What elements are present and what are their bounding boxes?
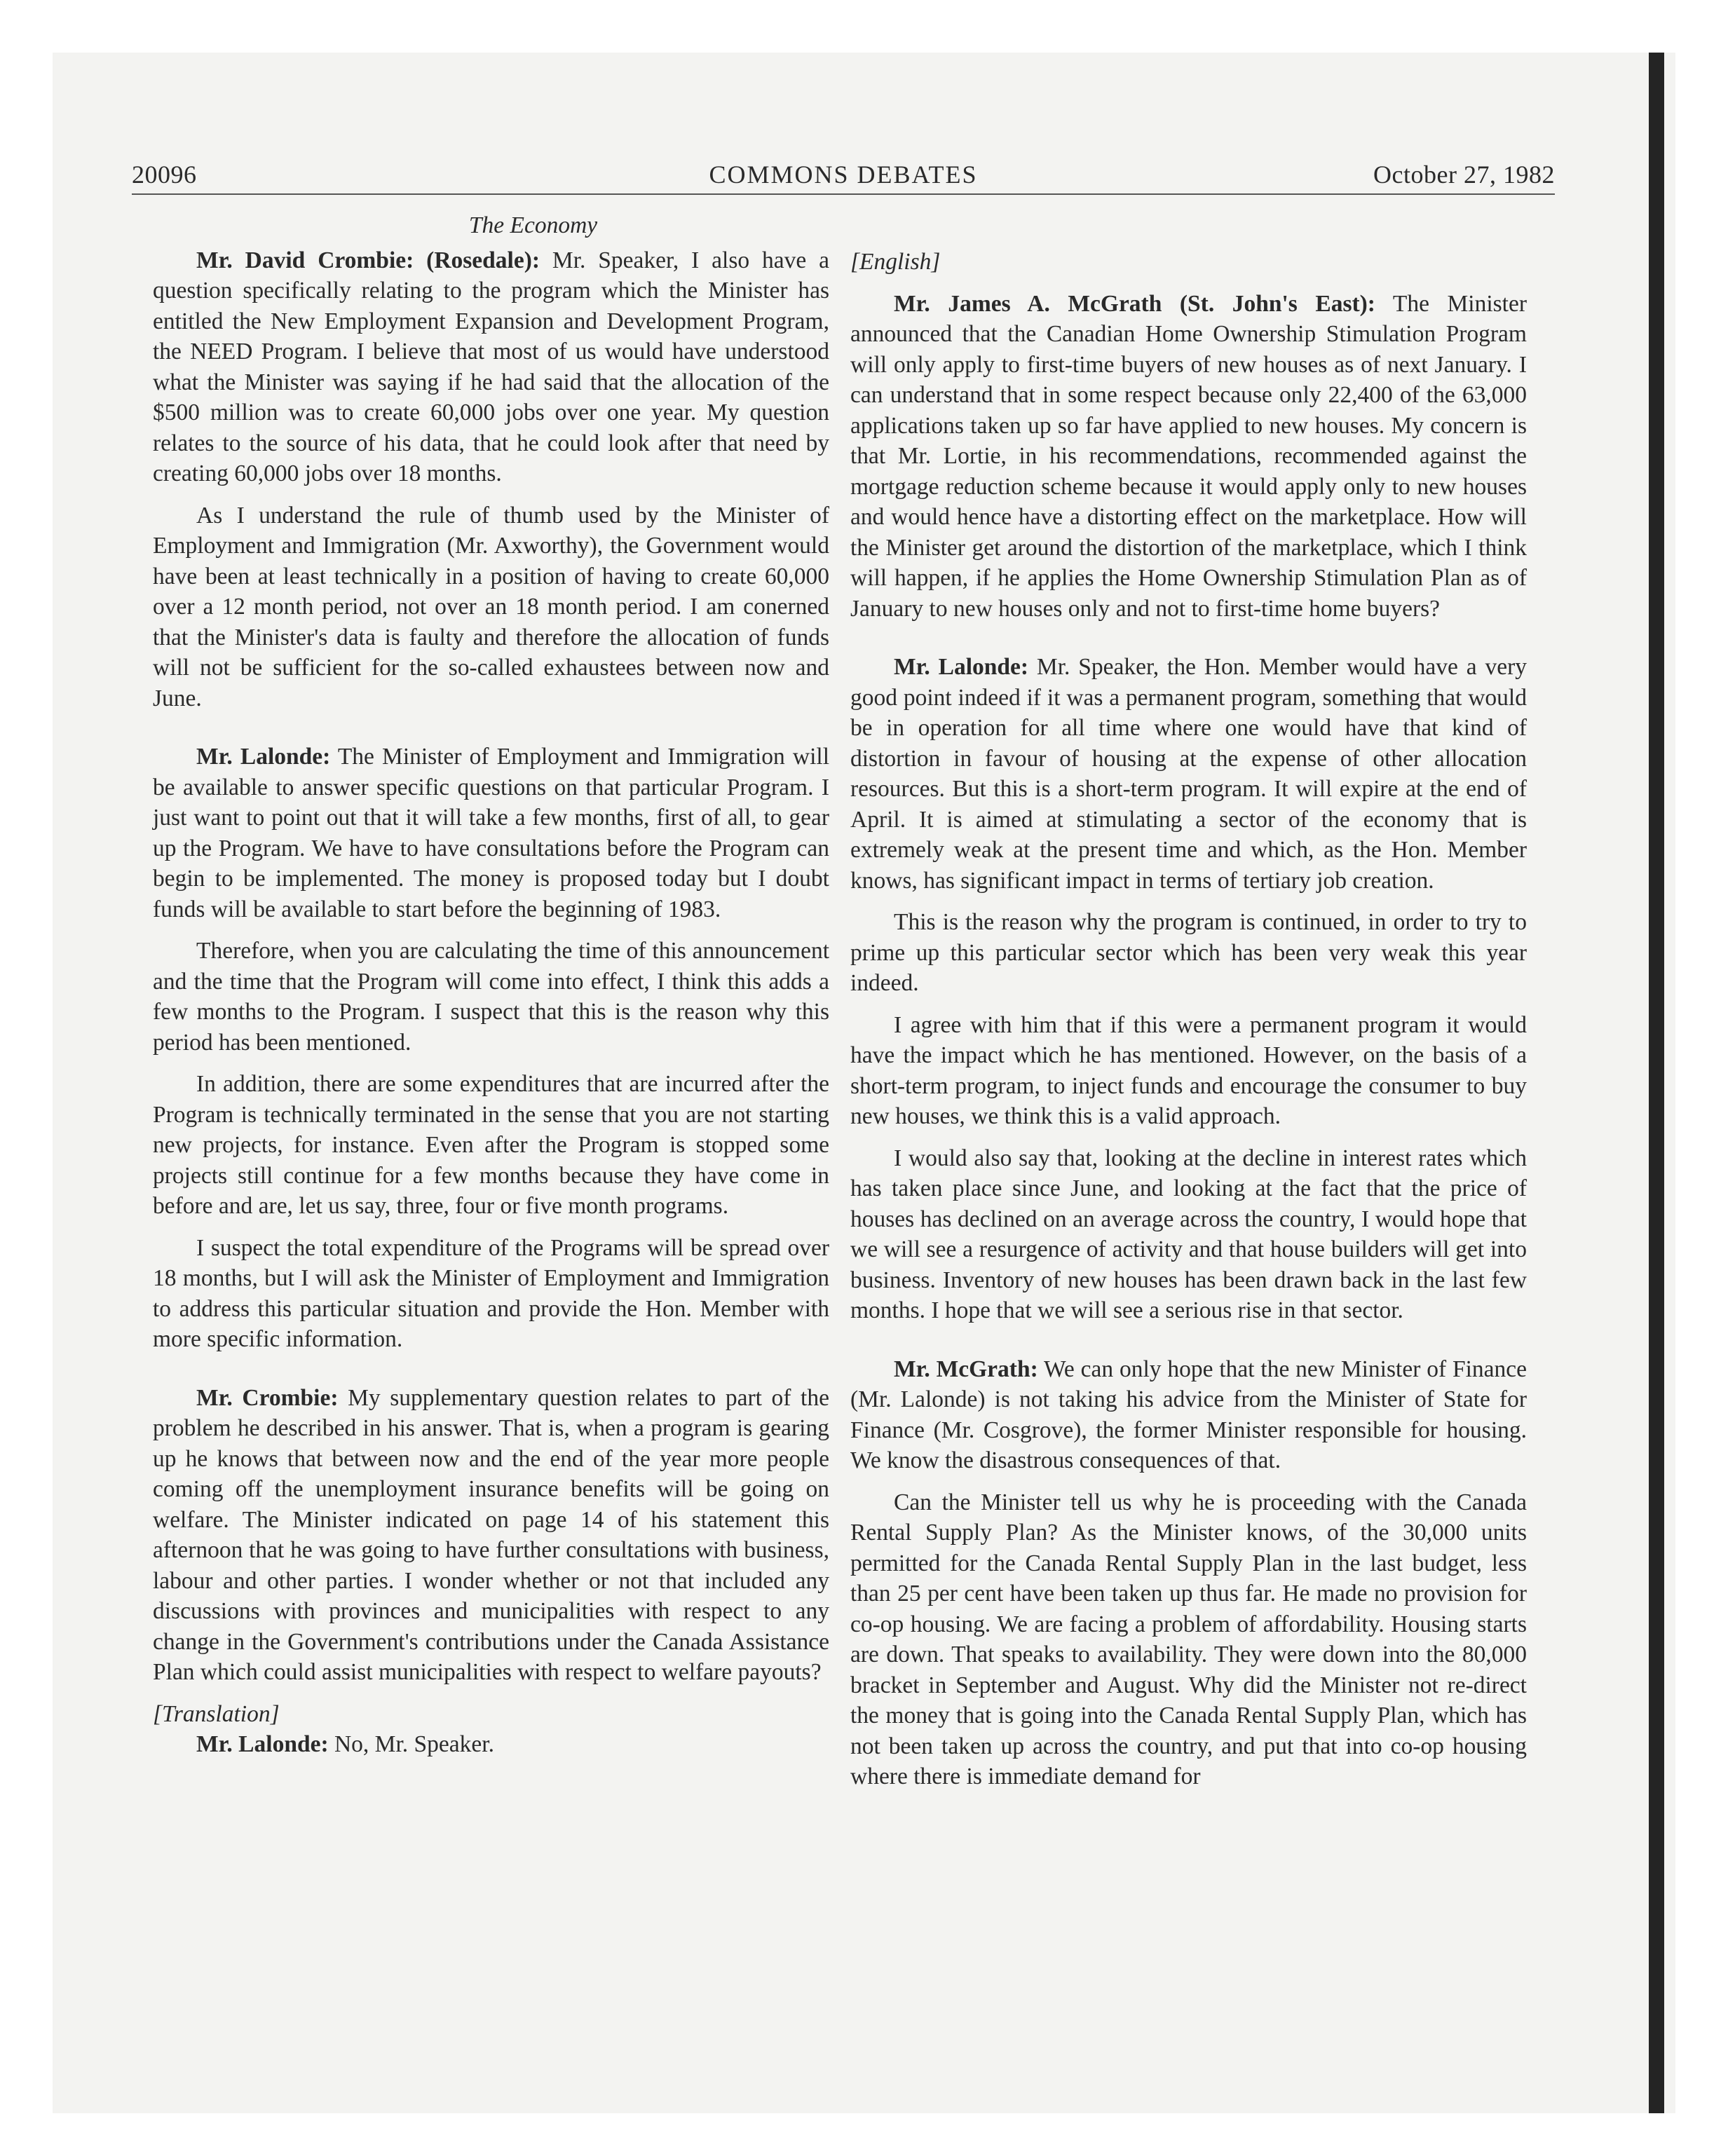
speaker-name: Mr. Lalonde:: [196, 1731, 329, 1757]
paragraph: [850, 652, 1527, 896]
left-column: [153, 210, 829, 1760]
paragraph: [153, 742, 829, 925]
paragraph-text: We can only hope that the new Minister of Finance (Mr. Lalonde) is not taking his advice from the Minister of State for Finance (Mr. Cosgrove), the former Minister responsible for housing. We know the disastrous consequences of that.: [850, 1356, 1527, 1473]
paragraph: [153, 500, 829, 714]
paragraph: [850, 1487, 1527, 1792]
paragraph-text: I would also say that, looking at the decline in interest rates which has taken place since June, and looking at the fact that the price of houses has declined on an average across the country, I would hope that we will see a resurgence of activity and that house builders will get into business. Inventory of new houses has been drawn back in the last few months. I hope that we will see a serious rise in that sector.: [850, 1145, 1527, 1323]
paragraph: [850, 907, 1527, 999]
language-marker: [153, 1699, 829, 1730]
page-header: [132, 160, 1555, 195]
page-number: 20096: [132, 161, 197, 189]
paragraph-text: In addition, there are some expenditures that are incurred after the Program is technically terminated in the sense that you are not starting new projects, for instance. Even after the Program is stopped some projects still continue for a few months because they have come in before and are, let us say, three, four or five month programs.: [153, 1071, 829, 1219]
paragraph: [850, 289, 1527, 625]
speaker-name: Mr. Lalonde:: [196, 744, 331, 770]
paragraph: [153, 1233, 829, 1355]
speaker-name: Mr. Lalonde:: [894, 654, 1029, 680]
paragraph: [850, 1010, 1527, 1132]
paragraph-text: Can the Minister tell us why he is proceeding with the Canada Rental Supply Plan? As the Minister knows, of the 30,000 units permitted for the Canada Rental Supply Plan in the last budget, less than 25 per cent have been taken up thus far. He made no provision for co-op housing. We are facing a problem of affordability. Housing starts are down. That speaks to availability. They were down into the 80,000 bracket in September and August. Why did the Minister not re-direct the money that is going into the Canada Rental Supply Plan, which has not been taken up across the country, and put that into co-op housing where there is immediate demand for: [850, 1489, 1527, 1789]
paragraph-text: The Minister announced that the Canadian Home Ownership Stimulation Program will only apply to first-time buyers of new houses as of next January. I can understand that in some respect because only 22,400 of the 63,000 applications taken up so far have applied to new houses. My concern is that Mr. Lortie, in his recommendations, recommended against the mortgage reduction scheme because it would apply only to new houses and would hence have a distorting effect on the marketplace. How will the Minister get around the distortion of the marketplace, which I think will happen, if he applies the Home Ownership Stimulation Plan as of January to new houses only and not to first-time home buyers?: [850, 290, 1528, 622]
paragraph: [153, 245, 829, 489]
paragraph-text: No, Mr. Speaker.: [328, 1731, 494, 1757]
right-column: [850, 247, 1527, 1792]
paragraph-text: [English]: [850, 249, 941, 275]
scan-edge-bar: [1649, 53, 1664, 2113]
paragraph-text: My supplementary question relates to part of the problem he described in his answer. That is, when a program is gearing up he knows that between now and the end of the year more people coming off the unemployment insurance benefits will be going on welfare. The Minister indicated on page 14 of his statement this afternoon that he was going to have further consultations with business, labour and other parties. I wonder whether or not that included any discussions with provinces and municipalities with respect to any change in the Government's contributions under the Canada Assistance Plan which could assist municipalities with respect to welfare payouts?: [153, 1384, 829, 1685]
paragraph: [850, 1354, 1527, 1476]
speaker-name: Mr. McGrath:: [894, 1356, 1038, 1382]
paragraph: [153, 1069, 829, 1222]
paragraph-text: This is the reason why the program is continued, in order to try to prime up this particular sector which has been very weak this year indeed.: [850, 909, 1527, 996]
paragraph: [850, 1143, 1527, 1326]
speaker-name: Mr. James A. McGrath (St. John's East):: [894, 290, 1375, 317]
language-marker: [850, 247, 1527, 278]
paragraph: [153, 1729, 829, 1760]
page-date: October 27, 1982: [1373, 161, 1555, 189]
journal-title: COMMONS DEBATES: [709, 161, 978, 189]
paragraph-text: Mr. Speaker, the Hon. Member would have a very good point indeed if it was a permanent program, something that would be in operation for all time where one would have that kind of distortion in favour of housing at the expense of other allocation resources. But this is a short-term program. It will expire at the end of April. It is aimed at stimulating a sector of the economy that is extremely weak at the present time and which, as the Hon. Member knows, has significant impact in terms of tertiary job creation.: [850, 654, 1527, 894]
paragraph-text: The Minister of Employment and Immigration will be available to answer specific questions on that particular Program. I just want to point out that it will take a few months, first of all, to gear up the Program. We have to have consultations before the Program can begin to be implemented. The money is proposed today but I doubt funds will be available to start before the beginning of 1983.: [153, 744, 829, 922]
paragraph-text: [Translation]: [153, 1700, 280, 1727]
paragraph-text: I suspect the total expenditure of the Programs will be spread over 18 months, but I will ask the Minister of Employment and Immigration to address this particular situation and provide the Hon. Member with more specific information.: [153, 1234, 829, 1352]
paragraph-text: Therefore, when you are calculating the time of this announcement and the time that the Program will come into effect, I think this adds a few months to the Program. I suspect that this is the reason why this period has been mentioned.: [153, 938, 829, 1056]
section-title: The Economy: [468, 212, 598, 238]
header-rule: [132, 193, 1555, 195]
paragraph-text: As I understand the rule of thumb used by the Minister of Employment and Immigration (Mr. Axworthy), the Government would have been at least technically in a position of having to create 60,000 over a 12 month period, not over an 18 month period. I am conerned that the Minister's data is faulty and therefore the allocation of funds will not be sufficient for the so-called exhaustees between now and June.: [153, 502, 829, 711]
speaker-name: Mr. Crombie:: [196, 1384, 339, 1411]
paragraph: [153, 1383, 829, 1688]
paragraph-text: Mr. Speaker, I also have a question specifically relating to the program which the Minister has entitled the New Employment Expansion and Development Program, the NEED Program. I believe that most of us would have understood what the Minister was saying if he had said that the allocation of the $500 million was to create 60,000 jobs over one year. My question relates to the source of his data, that he could look after that need by creating 60,000 jobs over 18 months.: [153, 247, 830, 486]
paragraph-text: I agree with him that if this were a permanent program it would have the impact which he has mentioned. However, on the basis of a short-term program, to inject funds and encourage the consumer to buy new houses, we think this is a valid approach.: [850, 1011, 1527, 1129]
paragraph: [153, 936, 829, 1058]
speaker-name: Mr. David Crombie: (Rosedale):: [196, 247, 540, 273]
